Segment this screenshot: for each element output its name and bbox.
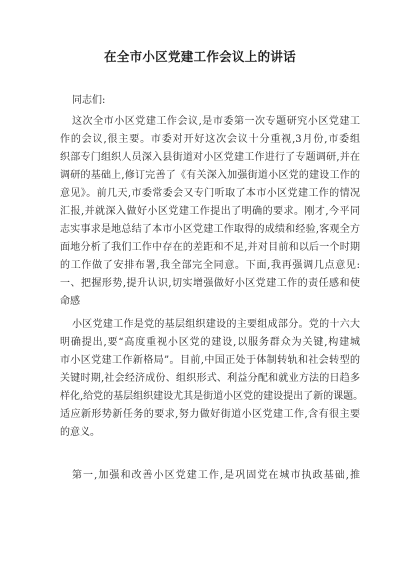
document-title: 在全市小区党建工作会议上的讲话 — [103, 49, 296, 64]
paragraph-line: 第一,加强和改善小区党建工作,是巩固党在城市执政基础,推 — [72, 470, 360, 481]
paragraph-line: 织部专门组织人员深入县街道对小区党建工作进行了专题调研,并在 — [60, 152, 360, 163]
paragraph-line: 明确提出,要“高度重视小区党的建设,以服务群众为关键,构建城 — [60, 337, 360, 348]
paragraph-line: 小区党建工作是党的基层组织建设的主要组成部分。党的十六大 — [72, 319, 360, 330]
paragraph-line: 适应新形势新任务的要求,努力做好街道小区党建工作,含有很主要 — [60, 409, 360, 420]
paragraph-line: 这次全市小区党建工作会议,是市委第一次专题研究小区党建工 — [72, 116, 360, 127]
paragraph-line: 市小区党建工作新格局”。目前,中国正处于体制转轨和社会转型的 — [60, 355, 360, 366]
paragraph-line: 面地分析了我们工作中存在的差距和不足,并对目前和以后一个时期 — [60, 242, 360, 253]
section-heading-line: 命感 — [60, 296, 80, 307]
paragraph-line: 的意义。 — [60, 427, 100, 438]
paragraph-line: 关键时期,社会经济成份、组织形式、利益分配和就业方法的日趋多 — [60, 373, 360, 384]
paragraph-line: 作的会议,很主要。市委对开好这次会议十分重视,3月份,市委组 — [60, 134, 360, 145]
section-heading-line: 一、把握形势,提升认识,切实增强做好小区党建工作的责任感和使 — [60, 278, 360, 289]
paragraph-line: 调研的基础上,修订完善了《有关深入加强街道小区党的建设工作的 — [60, 170, 360, 181]
salutation: 同志们: — [72, 95, 106, 106]
paragraph-line: 汇报,并就深入做好小区党建工作提出了明确的要求。刚才,今平同 — [60, 206, 360, 217]
paragraph-line: 的工作做了安排布署,我全部完全同意。下面,我再强调几点意见: — [60, 260, 360, 271]
paragraph-line: 志实事求是地总结了本市小区党建工作取得的成绩和经验,客观全方 — [60, 224, 360, 235]
paragraph-line: 意见》。前几天,市委常委会又专门听取了本市小区党建工作的情况 — [60, 188, 360, 199]
paragraph-line: 样化,给党的基层组织建设尤其是街道小区党的建设提出了新的课题。 — [60, 391, 364, 402]
